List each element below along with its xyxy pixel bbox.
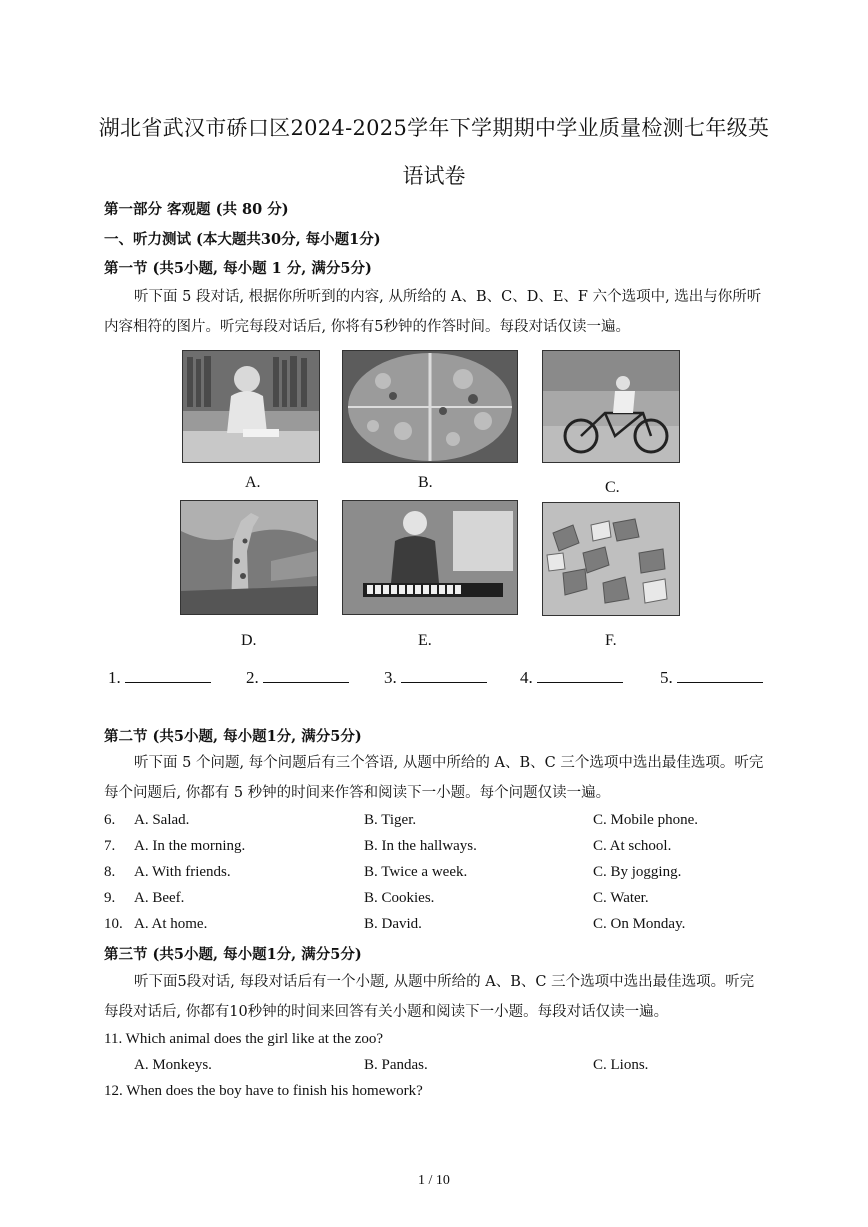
blank-number: 3. <box>384 668 397 687</box>
blank-line <box>537 668 623 683</box>
question-8-number: 8. <box>104 864 116 880</box>
question-9-option-b: B. Cookies. <box>364 890 435 906</box>
question-11-option-a: A. Monkeys. <box>134 1057 212 1073</box>
answer-blank-5[interactable] <box>660 668 763 688</box>
section3-heading: 第三节 (共5小题, 每小题1分, 满分5分) <box>104 946 362 963</box>
blank-line <box>263 668 349 683</box>
blank-line <box>125 668 211 683</box>
picture-c-label: C. <box>605 479 620 496</box>
question-7-option-c: C. At school. <box>593 838 672 854</box>
blank-number: 1. <box>108 668 121 687</box>
section1-heading: 第一节 (共5小题, 每小题 1 分, 满分5分) <box>104 260 372 277</box>
picture-f-fruit-pieces <box>542 502 680 616</box>
blank-number: 5. <box>660 668 673 687</box>
question-10-option-a: A. At home. <box>134 916 208 932</box>
answer-blank-2[interactable] <box>246 668 349 688</box>
question-11-option-c: C. Lions. <box>593 1057 649 1073</box>
question-10-option-c: C. On Monday. <box>593 916 686 932</box>
question-7-option-b: B. In the hallways. <box>364 838 477 854</box>
picture-a-girl-reading <box>182 350 320 463</box>
question-8-option-c: C. By jogging. <box>593 864 682 880</box>
answer-blank-3[interactable] <box>384 668 487 688</box>
picture-e-label: E. <box>418 632 432 649</box>
blank-number: 4. <box>520 668 533 687</box>
question-10-option-b: B. David. <box>364 916 422 932</box>
question-9-option-c: C. Water. <box>593 890 649 906</box>
question-8-option-b: B. Twice a week. <box>364 864 468 880</box>
picture-f-label: F. <box>605 632 617 649</box>
picture-d-giraffe <box>180 500 318 615</box>
picture-a-label: A. <box>245 474 261 491</box>
section3-instruction: 听下面5段对话, 每段对话后有一个小题, 从题中所给的 A、B、C 三个选项中选出最佳选项。听完每段对话后, 你都有10秒钟的时间来回答有关小题和阅读下一小题。每段对话仅读一遍。 <box>104 974 755 1020</box>
exam-title-line2: 语试卷 <box>402 164 466 188</box>
question-12-stem: 12. When does the boy have to finish his homework? <box>104 1083 423 1099</box>
question-6-option-a: A. Salad. <box>134 812 190 828</box>
question-7-option-a: A. In the morning. <box>134 838 246 854</box>
picture-d-label: D. <box>241 632 257 649</box>
picture-c-cycling <box>542 350 680 463</box>
page-number: 1 / 10 <box>418 1173 450 1188</box>
part-one-heading: 第一部分 客观题 (共 80 分) <box>104 201 289 218</box>
section2-heading: 第二节 (共5小题, 每小题1分, 满分5分) <box>104 728 362 745</box>
question-11-option-b: B. Pandas. <box>364 1057 428 1073</box>
question-10-number: 10. <box>104 916 123 932</box>
picture-b-salad-plate <box>342 350 518 463</box>
question-8-option-a: A. With friends. <box>134 864 231 880</box>
section2-instruction: 听下面 5 个问题, 每个问题后有三个答语, 从题中所给的 A、B、C 三个选项中选出最佳选项。听完每个问题后, 你都有 5 秒钟的时间来作答和阅读下一小题。每个问题仅读一遍。 <box>104 755 764 801</box>
blank-line <box>677 668 763 683</box>
question-9-option-a: A. Beef. <box>134 890 185 906</box>
exam-title-line1: 湖北省武汉市硚口区2024-2025学年下学期期中学业质量检测七年级英 <box>98 116 770 140</box>
blank-line <box>401 668 487 683</box>
question-6-number: 6. <box>104 812 116 828</box>
answer-blank-4[interactable] <box>520 668 623 688</box>
question-7-number: 7. <box>104 838 116 854</box>
picture-e-man-keyboard <box>342 500 518 615</box>
answer-blank-1[interactable] <box>108 668 211 688</box>
blank-number: 2. <box>246 668 259 687</box>
question-6-option-b: B. Tiger. <box>364 812 417 828</box>
picture-b-label: B. <box>418 474 433 491</box>
section1-instruction: 听下面 5 段对话, 根据你所听到的内容, 从所给的 A、B、C、D、E、F 六个选项中, 选出与你所听内容相符的图片。听完每段对话后, 你将有5秒钟的作答时间。每段对话仅读一遍。 <box>104 289 762 335</box>
question-9-number: 9. <box>104 890 116 906</box>
listening-section-heading: 一、听力测试 (本大题共30分, 每小题1分) <box>104 231 381 248</box>
question-6-option-c: C. Mobile phone. <box>593 812 698 828</box>
question-11-stem: 11. Which animal does the girl like at the zoo? <box>104 1031 384 1047</box>
